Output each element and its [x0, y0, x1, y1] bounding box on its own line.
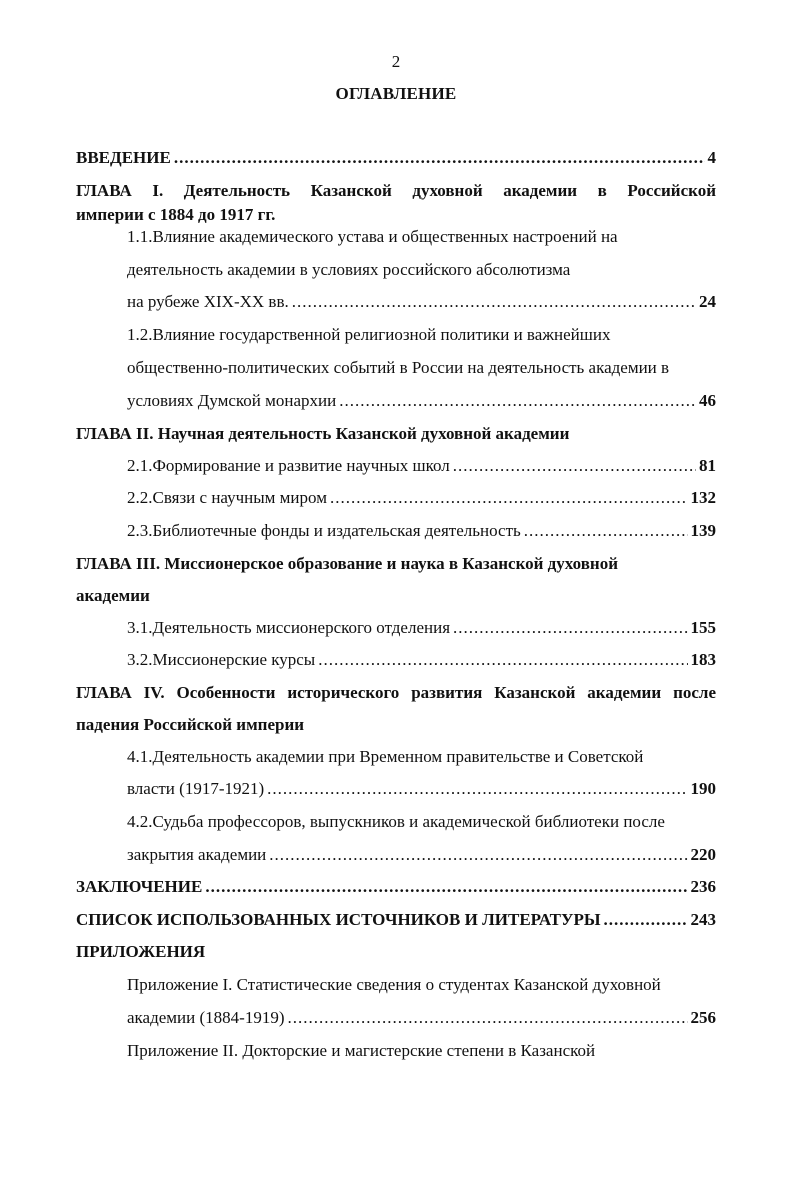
section-1-2-line-3	[127, 391, 716, 411]
dot-leader	[292, 292, 696, 312]
toc-entry-text: власти (1917-1921)	[127, 779, 265, 798]
section-2-3	[127, 521, 716, 541]
section-4-1-line-2	[127, 779, 716, 799]
chapter-2-title: ГЛАВА II. Научная деятельность Казанской духовной академии	[76, 424, 570, 443]
toc-page-number: 190	[690, 779, 716, 798]
toc-entry-text: условиях Думской монархии	[127, 391, 337, 410]
toc-entry-conclusion	[76, 877, 716, 897]
dot-leader	[330, 488, 688, 508]
toc-entry-text: 2.2.Связи с научным миром	[127, 488, 327, 507]
toc-page-number: 243	[690, 910, 716, 929]
toc-entry-text: 3.1.Деятельность миссионерского отделения	[127, 618, 451, 637]
toc-entry-text: на рубеже XIX-XX вв.	[127, 292, 289, 311]
chapter-3-title-line-2: академии	[76, 586, 150, 605]
dot-leader	[287, 1008, 687, 1028]
toc-entry-text: 3.2.Миссионерские курсы	[127, 650, 316, 669]
section-2-1	[127, 456, 716, 476]
dot-leader	[205, 877, 687, 897]
section-1-2-line-2: общественно-политических событий в России на деятельность академии в	[127, 358, 670, 377]
toc-entry-text: ЗАКЛЮЧЕНИЕ	[76, 877, 203, 896]
toc-page-number: 220	[690, 845, 716, 864]
section-4-1-line-1: 4.1.Деятельность академии при Временном правительстве и Советской	[127, 747, 644, 766]
toc-entry-intro	[76, 148, 716, 168]
toc-entry-text: 2.1.Формирование и развитие научных школ	[127, 456, 450, 475]
section-2-2	[127, 488, 716, 508]
chapter-4-title-line-1: ГЛАВА IV. Особенности исторического развития Казанской академии после	[76, 683, 716, 702]
dot-leader	[604, 910, 688, 930]
appendices-title: ПРИЛОЖЕНИЯ	[76, 942, 206, 961]
toc-page-number: 155	[690, 618, 716, 637]
toc-page-number: 81	[699, 456, 716, 475]
dot-leader	[174, 148, 705, 168]
toc-page-number: 183	[690, 650, 716, 669]
dot-leader	[318, 650, 687, 670]
toc-page-number: 24	[699, 292, 716, 311]
appendix-2-line-1: Приложение II. Докторские и магистерские степени в Казанской	[127, 1041, 596, 1060]
dot-leader	[453, 618, 687, 638]
toc-page-number: 139	[690, 521, 716, 540]
toc-entry-text: закрытия академии	[127, 845, 267, 864]
dot-leader	[524, 521, 688, 541]
dot-leader	[267, 779, 687, 799]
section-1-1-line-1: 1.1.Влияние академического устава и общественных настроений на	[127, 227, 618, 246]
toc-entry-sources	[76, 910, 716, 930]
page-number: 2	[391, 52, 401, 71]
dot-leader	[339, 391, 696, 411]
page-title: ОГЛАВЛЕНИЕ	[335, 84, 457, 103]
toc-entry-text: ВВЕДЕНИЕ	[76, 148, 171, 167]
chapter-1-title-line-2: империи с 1884 до 1917 гг.	[76, 205, 276, 224]
toc-page-number: 236	[690, 877, 716, 896]
toc-page-number: 256	[690, 1008, 716, 1027]
section-4-2-line-1: 4.2.Судьба профессоров, выпускников и академической библиотеки после	[127, 812, 665, 831]
chapter-1-title-line-1: ГЛАВА I. Деятельность Казанской духовной академии в Российской	[76, 181, 716, 200]
chapter-3-title-line-1: ГЛАВА III. Миссионерское образование и наука в Казанской духовной	[76, 554, 618, 573]
appendix-1-line-2	[127, 1008, 716, 1028]
section-1-2-line-1: 1.2.Влияние государственной религиозной политики и важнейших	[127, 325, 611, 344]
dot-leader	[269, 845, 687, 865]
section-1-1-line-2: деятельность академии в условиях российского абсолютизма	[127, 260, 571, 279]
section-3-2	[127, 650, 716, 670]
section-4-2-line-2	[127, 845, 716, 865]
toc-page-number: 46	[699, 391, 716, 410]
toc-page-number: 132	[690, 488, 716, 507]
appendix-1-line-1: Приложение I. Статистические сведения о студентах Казанской духовной	[127, 975, 661, 994]
toc-entry-text: 2.3.Библиотечные фонды и издательская деятельность	[127, 521, 521, 540]
section-3-1	[127, 618, 716, 638]
toc-entry-text: академии (1884-1919)	[127, 1008, 285, 1027]
chapter-4-title-line-2: падения Российской империи	[76, 715, 305, 734]
toc-page-number: 4	[707, 148, 716, 167]
dot-leader	[453, 456, 696, 476]
section-1-1-line-3	[127, 292, 716, 312]
toc-entry-text: СПИСОК ИСПОЛЬЗОВАННЫХ ИСТОЧНИКОВ И ЛИТЕРАТУРЫ	[76, 910, 601, 929]
